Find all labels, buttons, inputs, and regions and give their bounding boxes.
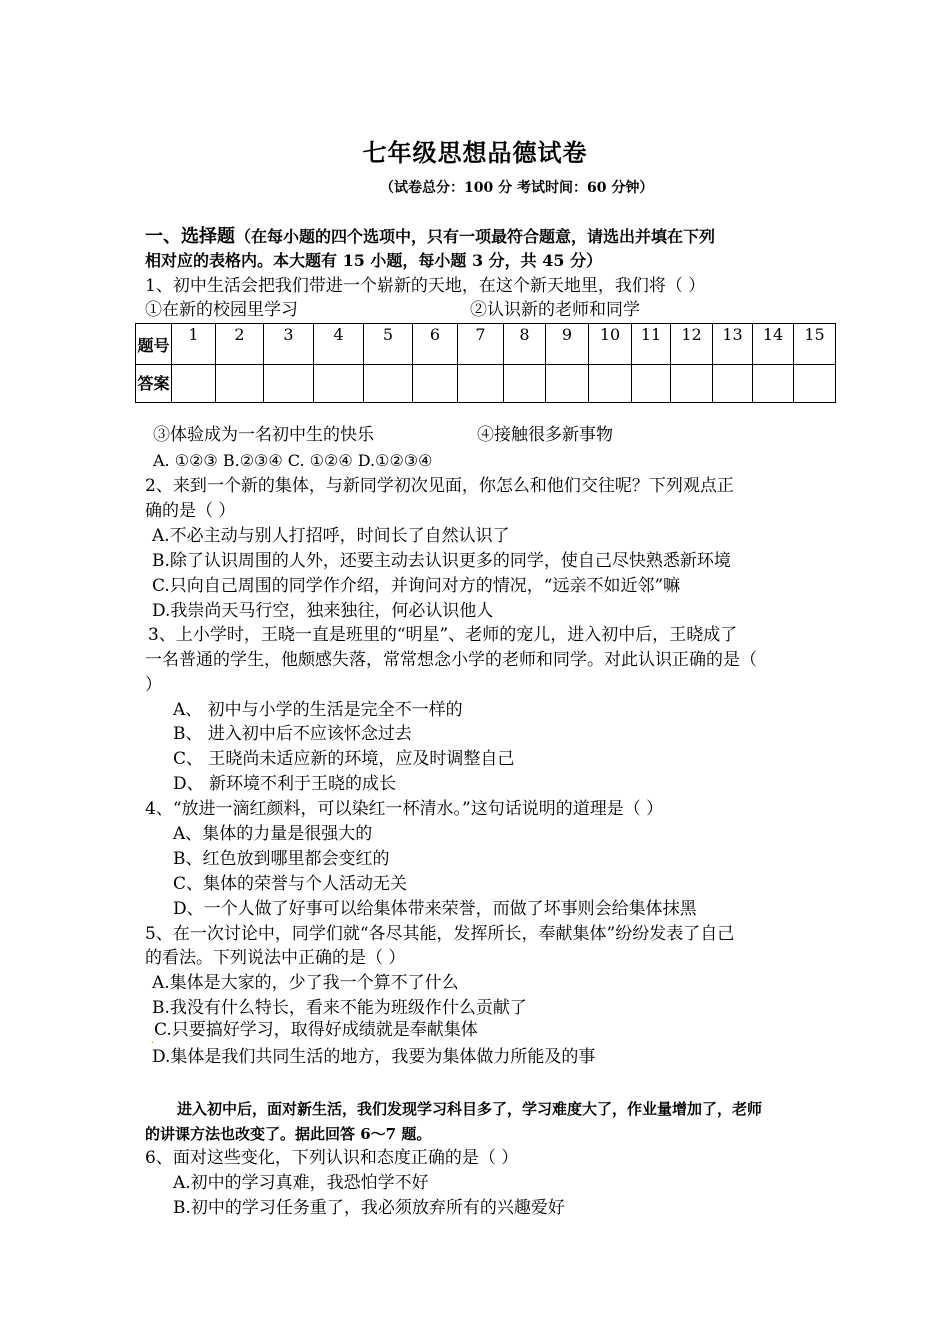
q4-stem: 4、“放进一滴红颜料，可以染红一杯清水。”这句话说明的道理是（ ） — [145, 799, 664, 819]
question-number-cell: 12 — [671, 324, 713, 365]
q5-option-b: B.我没有什么特长，看来不能为班级作什么贡献了 — [152, 998, 527, 1018]
q1-option-3: ③体验成为一名初中生的快乐 — [153, 425, 374, 445]
intro-6-7-line1: 进入初中后，面对新生活，我们发现学习科目多了，学习难度大了，作业量增加了，老师 — [177, 1100, 763, 1118]
q2-option-a: A.不必主动与别人打招呼，时间长了自然认识了 — [152, 526, 510, 546]
q5-stem-line2: 的看法。下列说法中正确的是（ ） — [145, 948, 406, 968]
q1-option-1: ①在新的校园里学习 — [145, 300, 298, 320]
answer-cell[interactable] — [753, 365, 794, 403]
q3-option-d: D、 新环境不利于王晓的成长 — [173, 774, 397, 794]
answer-cell[interactable] — [794, 365, 836, 403]
question-number-cell: 4 — [314, 324, 364, 365]
q6-option-b: B.初中的学习任务重了，我必须放弃所有的兴趣爱好 — [173, 1198, 565, 1218]
question-number-cell: 5 — [364, 324, 413, 365]
answer-cell[interactable] — [504, 365, 546, 403]
q6-stem: 6、面对这些变化，下列认识和态度正确的是（ ） — [145, 1148, 519, 1168]
section-heading — [145, 226, 715, 248]
q3-stem-line3: ） — [145, 675, 162, 695]
question-number-cell: 8 — [504, 324, 546, 365]
exam-info: （试卷总分：100 分 考试时间：60 分钟） — [380, 180, 654, 196]
question-number-cell: 13 — [713, 324, 753, 365]
q3-option-a: A、 初中与小学的生活是完全不一样的 — [173, 700, 463, 720]
answer-cell[interactable] — [458, 365, 504, 403]
q2-option-c: C.只向自己周围的同学作介绍，并询问对方的情况，“远亲不如近邻”嘛 — [152, 576, 681, 596]
question-number-label: 题号 — [136, 324, 172, 365]
answer-cell[interactable] — [314, 365, 364, 403]
answer-cell[interactable] — [632, 365, 671, 403]
q5-option-c: C.只要搞好学习，取得好成绩就是奉献集体 — [154, 1020, 478, 1040]
answer-table-answer-row — [136, 365, 836, 403]
q2-option-d: D.我崇尚天马行空，独来独往，何必认识他人 — [152, 601, 494, 621]
q3-stem-line1: 3、上小学时，王晓一直是班里的“明星”、老师的宠儿，进入初中后，王晓成了 — [148, 625, 738, 645]
question-number-cell: 6 — [413, 324, 458, 365]
question-number-cell: 14 — [753, 324, 794, 365]
answer-table — [135, 323, 836, 403]
q3-option-c: C、 王晓尚未适应新的环境，应及时调整自己 — [173, 749, 515, 769]
question-number-cell: 7 — [458, 324, 504, 365]
q5-stem-line1: 5、在一次讨论中，同学们就“各尽其能，发挥所长，奉献集体”纷纷发表了自己 — [145, 924, 735, 944]
q4-option-a: A、集体的力量是很强大的 — [173, 824, 373, 844]
q1-option-2: ②认识新的老师和同学 — [470, 300, 640, 320]
q5-option-d: D.集体是我们共同生活的地方，我要为集体做力所能及的事 — [152, 1047, 596, 1067]
q2-stem-line2: 确的是（ ） — [145, 501, 236, 521]
q4-option-c: C、集体的荣誉与个人活动无关 — [173, 874, 408, 894]
intro-6-7-line2: 的讲课方法也改变了。据此回答 6～7 题。 — [145, 1125, 432, 1143]
question-number-cell: 11 — [632, 324, 671, 365]
section-desc-line2: 相对应的表格内。本大题有 15 小题，每小题 3 分，共 45 分） — [145, 251, 603, 270]
question-number-cell: 9 — [546, 324, 589, 365]
question-number-cell: 1 — [172, 324, 216, 365]
answer-cell[interactable] — [264, 365, 314, 403]
q1-option-4: ④接触很多新事物 — [477, 425, 613, 445]
q3-option-b: B、 进入初中后不应该怀念过去 — [173, 724, 412, 744]
q4-option-b: B、红色放到哪里都会变红的 — [173, 849, 390, 869]
answer-cell[interactable] — [546, 365, 589, 403]
answer-cell[interactable] — [671, 365, 713, 403]
q4-option-d: D、一个人做了好事可以给集体带来荣誉，而做了坏事则会给集体抹黑 — [173, 899, 697, 919]
stray-mark: . — [151, 1035, 155, 1046]
section-desc-line1: （在每小题的四个选项中，只有一项最符合题意，请选出并填在下列 — [235, 227, 716, 246]
answer-cell[interactable] — [216, 365, 264, 403]
question-number-cell: 2 — [216, 324, 264, 365]
answer-label: 答案 — [136, 365, 172, 403]
question-number-cell: 10 — [589, 324, 632, 365]
answer-cell[interactable] — [713, 365, 753, 403]
q1-choices: A. ①②③ B.②③④ C. ①②④ D.①②③④ — [153, 451, 433, 470]
q5-option-a: A.集体是大家的，少了我一个算不了什么 — [152, 973, 459, 993]
q6-option-a: A.初中的学习真难，我恐怕学不好 — [173, 1173, 429, 1193]
q2-option-b: B.除了认识周围的人外，还要主动去认识更多的同学，使自己尽快熟悉新环境 — [152, 551, 731, 571]
q2-stem-line1: 2、来到一个新的集体，与新同学初次见面，你怎么和他们交往呢？下列观点正 — [145, 476, 734, 496]
answer-cell[interactable] — [172, 365, 216, 403]
answer-cell[interactable] — [413, 365, 458, 403]
answer-table-number-row — [136, 324, 836, 365]
question-number-cell: 15 — [794, 324, 836, 365]
answer-cell[interactable] — [364, 365, 413, 403]
q3-stem-line2: 一名普通的学生，他颇感失落，常常想念小学的老师和同学。对此认识正确的是（ — [145, 650, 757, 670]
q1-stem: 1、初中生活会把我们带进一个崭新的天地，在这个新天地里，我们将（ ） — [145, 276, 706, 296]
question-number-cell: 3 — [264, 324, 314, 365]
page-title: 七年级思想品德试卷 — [362, 138, 588, 167]
answer-cell[interactable] — [589, 365, 632, 403]
section-title: 一、选择题 — [145, 226, 235, 247]
